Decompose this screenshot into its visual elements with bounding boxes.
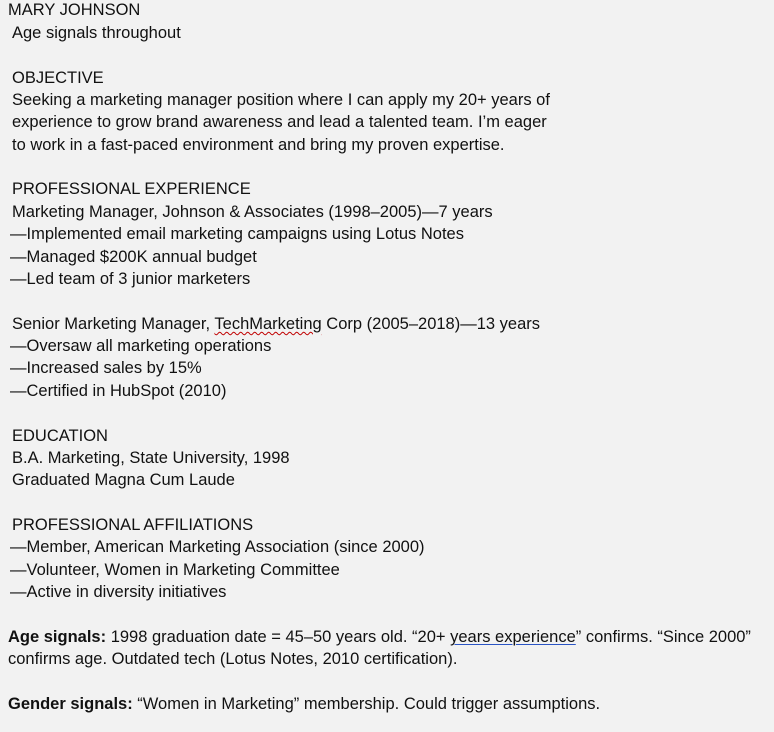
job-title-suffix: Corp (2005–2018)—13 years xyxy=(321,315,541,333)
gender-signals-label: Gender signals: xyxy=(8,695,133,713)
education-line: Graduated Magna Cum Laude xyxy=(12,471,235,489)
job-title xyxy=(12,313,540,335)
job-bullet: —Implemented email marketing campaigns using Lotus Notes xyxy=(10,225,464,243)
job-bullet: —Oversaw all marketing operations xyxy=(10,337,272,355)
resume-name: MARY JOHNSON xyxy=(8,1,141,19)
objective-line: Seeking a marketing manager position where I can apply my 20+ years of xyxy=(12,91,550,109)
job-bullet: —Increased sales by 15% xyxy=(10,359,202,377)
job-bullet: —Certified in HubSpot (2010) xyxy=(10,382,227,400)
job-title-prefix: Senior Marketing Manager, xyxy=(12,315,215,333)
age-signals-text: ” confirms. “Since 2000” confirms age. Outdated tech (Lotus Notes, 2010 certification). xyxy=(8,628,751,668)
job-bullet: —Managed $200K annual budget xyxy=(10,248,257,266)
age-signals-label: Age signals: xyxy=(8,628,107,646)
job-bullet: —Led team of 3 junior marketers xyxy=(10,270,251,288)
gender-signals-note xyxy=(8,693,600,715)
job-title: Marketing Manager, Johnson & Associates (1998–2005)—7 years xyxy=(12,203,493,221)
education-line: B.A. Marketing, State University, 1998 xyxy=(12,449,290,467)
gender-signals-text: “Women in Marketing” membership. Could trigger assumptions. xyxy=(132,695,601,713)
age-signals-note xyxy=(8,626,768,670)
objective-line: to work in a fast-paced environment and bring my proven expertise. xyxy=(12,136,505,154)
spellcheck-flagged-word[interactable]: TechMarketing xyxy=(214,315,322,333)
resume-subtitle: Age signals throughout xyxy=(12,24,181,42)
age-signals-text: 1998 graduation date = 45–50 years old. “20+ xyxy=(106,628,451,646)
affiliation-bullet: —Active in diversity initiatives xyxy=(10,583,227,601)
objective-heading: OBJECTIVE xyxy=(12,69,104,87)
affiliation-bullet: —Volunteer, Women in Marketing Committee xyxy=(10,561,340,579)
affiliations-heading: PROFESSIONAL AFFILIATIONS xyxy=(12,516,254,534)
affiliation-bullet: —Member, American Marketing Association (since 2000) xyxy=(10,538,425,556)
grammar-flagged-phrase[interactable]: years experience xyxy=(450,628,576,646)
education-heading: EDUCATION xyxy=(12,427,108,445)
experience-heading: PROFESSIONAL EXPERIENCE xyxy=(12,180,251,198)
objective-line: experience to grow brand awareness and lead a talented team. I’m eager xyxy=(12,113,547,131)
